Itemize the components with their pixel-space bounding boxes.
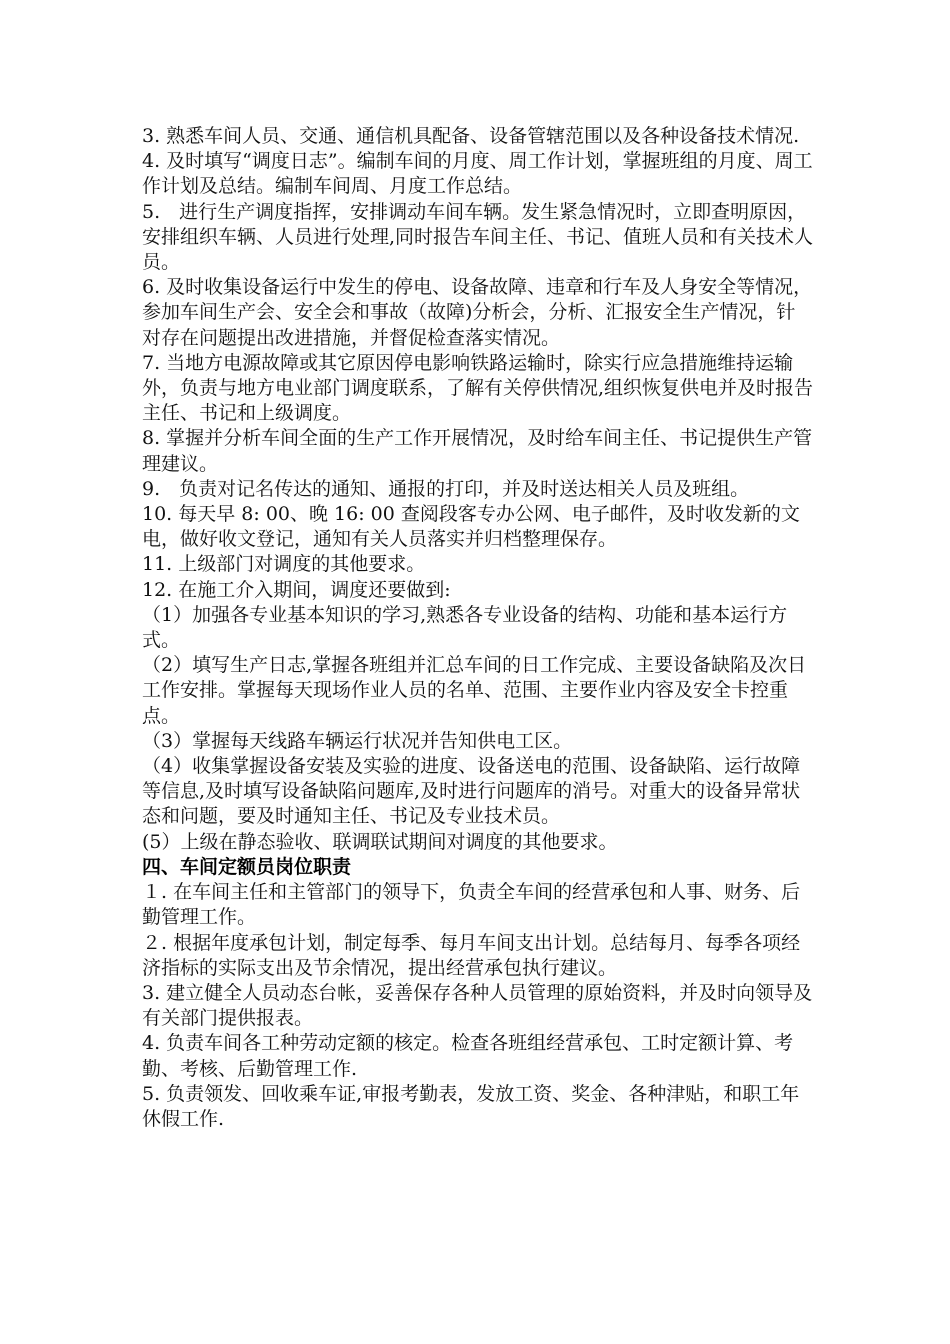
sub-item-2: （2）填写生产日志,掌握各班组并汇总车间的日工作完成、主要设备缺陷及次日工作安排。掌握每天现场作业人员的名单、范围、主要作业内容及安全卡控重点。 — [142, 654, 807, 727]
paragraph-item-10: 10. 每天早 8: 00、晚 16: 00 查阅段客专办公网、电子邮件，及时收发新的文电，做好收文登记，通知有关人员落实并归档整理保存。 — [142, 503, 800, 551]
paragraph-item-6: 6. 及时收集设备运行中发生的停电、设备故障、违章和行车及人身安全等情况，参加车间生产会、安全会和事故（故障)分析会，分析、汇报安全生产情况，针对存在问题提出改进措施，并督促检查落实情况。 — [142, 276, 813, 349]
section-item-2: ２. 根据年度承包计划，制定每季、每月车间支出计划。总结每月、每季各项经济指标的实际支出及节余情况，提出经营承包执行建议。 — [142, 931, 801, 979]
sub-item-1: （1）加强各专业基本知识的学习,熟悉各专业设备的结构、功能和基本运行方式。 — [142, 603, 788, 652]
paragraph-item-11: 11. 上级部门对调度的其他要求。 — [142, 553, 426, 576]
document-body — [142, 124, 814, 1132]
paragraph-item-3: 3. 熟悉车间人员、交通、通信机具配备、设备管辖范围以及各种设备技术情况. — [142, 125, 800, 147]
sub-item-3: （3）掌握每天线路车辆运行状况并告知供电工区。 — [142, 729, 573, 752]
section-item-1: １. 在车间主任和主管部门的领导下，负责全车间的经营承包和人事、财务、后勤管理工作。 — [142, 881, 801, 929]
paragraph-item-9: 9. 负责对记名传达的通知、通报的打印，并及时送达相关人员及班组。 — [142, 477, 750, 500]
section-item-3: 3. 建立健全人员动态台帐，妥善保存各种人员管理的原始资料，并及时向领导及有关部门提供报表。 — [142, 981, 813, 1030]
paragraph-item-12: 12. 在施工介入期间，调度还要做到: — [142, 578, 451, 601]
section-item-4: 4. 负责车间各工种劳动定额的核定。检查各班组经营承包、工时定额计算、考勤、考核、后勤管理工作. — [142, 1032, 794, 1080]
paragraph-item-4: 4. 及时填写“调度日志”。编制车间的月度、周工作计划，掌握班组的月度、周工作计划及总结。编制车间周、月度工作总结。 — [142, 150, 813, 198]
paragraph-item-5: 5. 进行生产调度指挥，安排调动车间车辆。发生紧急情况时，立即查明原因，安排组织车辆、人员进行处理,同时报告车间主任、书记、值班人员和有关技术人员。 — [142, 200, 814, 274]
section-item-5: 5. 负责领发、回收乘车证,审报考勤表，发放工资、奖金、各种津贴，和职工年休假工作. — [142, 1082, 800, 1130]
paragraph-item-7: 7. 当地方电源故障或其它原因停电影响铁路运输时，除实行应急措施维持运输外，负责与地方电业部门调度联系，了解有关停供情况,组织恢复供电并及时报告主任、书记和上级调度。 — [142, 351, 814, 425]
sub-item-5: (5）上级在静态验收、联调联试期间对调度的其他要求。 — [142, 830, 618, 853]
sub-item-4: （4）收集掌握设备安装及实验的进度、设备送电的范围、设备缺陷、运行故障等信息,及时填写设备缺陷问题库,及时进行问题库的消号。对重大的设备异常状态和问题，要及时通知主任、书记及专业技术员。 — [142, 755, 801, 828]
paragraph-item-8: 8. 掌握并分析车间全面的生产工作开展情况，及时给车间主任、书记提供生产管理建议。 — [142, 427, 813, 475]
section-heading: 四、车间定额员岗位职责 — [142, 855, 352, 878]
